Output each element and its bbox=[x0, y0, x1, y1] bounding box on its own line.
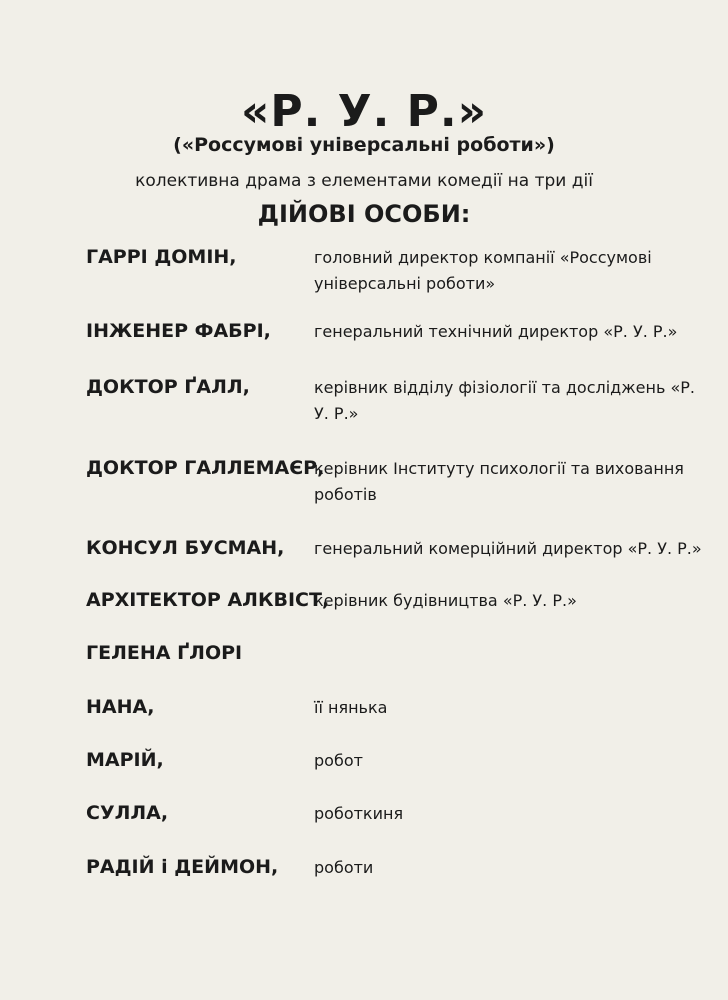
character-name: ІНЖЕНЕР ФАБРІ, bbox=[86, 320, 271, 342]
character-name: ГЕЛЕНА ҐЛОРІ bbox=[86, 642, 243, 664]
play-title: «Р. У. Р.» bbox=[240, 86, 488, 137]
character-role: генеральний технічний директор «Р. У. Р.» bbox=[314, 322, 678, 341]
character-name: АРХІТЕКТОР АЛКВІСТ, bbox=[86, 589, 330, 611]
character-role: робот bbox=[314, 751, 363, 770]
character-name: ДОКТОР ГАЛЛЕМАЄР, bbox=[86, 457, 325, 479]
character-role: керівник будівництва «Р. У. Р.» bbox=[314, 591, 577, 610]
character-role: керівник Інституту психології та виховання роботів bbox=[314, 459, 684, 504]
character-role: головний директор компанії «Россумові універсальні роботи» bbox=[314, 248, 652, 293]
character-name: РАДІЙ і ДЕЙМОН, bbox=[86, 856, 279, 878]
character-role: генеральний комерційний директор «Р. У. Р.» bbox=[314, 539, 702, 558]
character-role: роботи bbox=[314, 858, 374, 877]
play-subtitle: («Россумові універсальні роботи») bbox=[173, 134, 555, 156]
character-role: роботкиня bbox=[314, 804, 404, 823]
character-name: ДОКТОР ҐАЛЛ, bbox=[86, 376, 250, 398]
character-role: керівник відділу фізіології та досліджень «Р. У. Р.» bbox=[314, 378, 695, 423]
character-name: КОНСУЛ БУСМАН, bbox=[86, 537, 285, 559]
character-name: ГАРРІ ДОМІН, bbox=[86, 246, 237, 268]
character-name: СУЛЛА, bbox=[86, 802, 169, 824]
character-role: її нянька bbox=[314, 698, 388, 717]
play-genre: колективна драма з елементами комедії на три дії bbox=[135, 171, 593, 191]
character-name: МАРІЙ, bbox=[86, 749, 164, 771]
character-name: НАНА, bbox=[86, 696, 155, 718]
cast-heading: ДІЙОВІ ОСОБИ: bbox=[257, 200, 471, 228]
